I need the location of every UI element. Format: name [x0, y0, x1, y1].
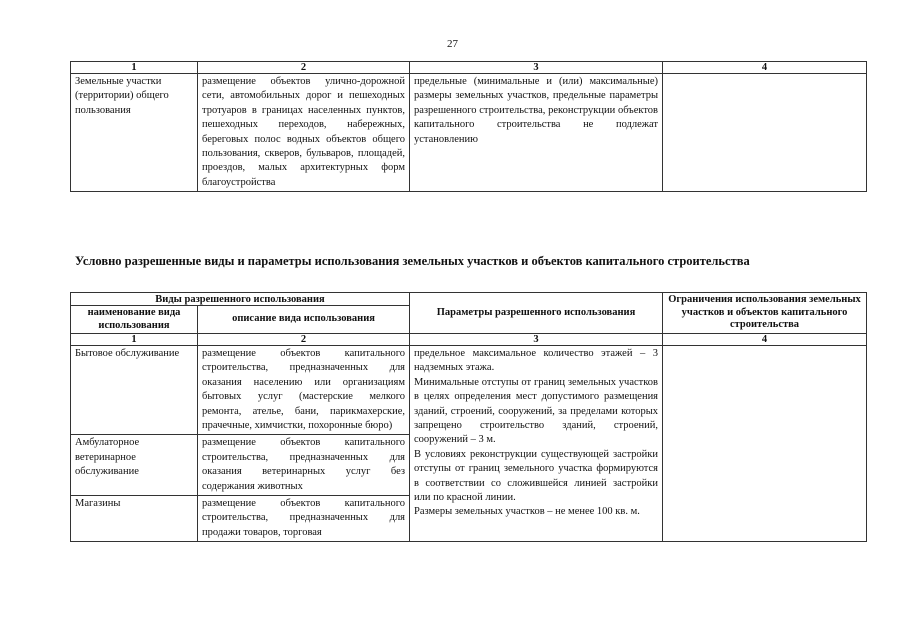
use-restrictions-cell — [663, 346, 867, 542]
column-number: 1 — [71, 334, 198, 346]
page-number: 27 — [447, 38, 458, 50]
use-types-group-header: Виды разрешенного использования — [71, 293, 410, 306]
use-name-cell: Бытовое обслуживание — [71, 346, 198, 435]
use-name-cell: Земельные участки (территории) общего пользования — [71, 74, 198, 192]
column-number: 4 — [663, 334, 867, 346]
use-description-cell: размещение объектов улично-дорожной сети, автомобильных дорог и пешеходных тротуаров в границах населенных пунктов, пешеходных переходов, набережных, береговых полос водных объектов общего пользования, скверов, бульваров, площадей, проездов, малых архитектурных форм благоустройства — [198, 74, 410, 192]
use-parameters-cell — [410, 346, 663, 542]
header-row — [71, 293, 867, 306]
column-number: 2 — [198, 334, 410, 346]
permitted-use-table-continuation — [70, 61, 867, 192]
use-description-header: описание вида использования — [198, 306, 410, 334]
use-description-cell: размещение объектов капитального строительства, предназначенных для оказания ветеринарных услуг без содержания животных — [198, 435, 410, 496]
conditional-use-table — [70, 292, 867, 542]
column-number: 3 — [410, 334, 663, 346]
use-name-cell: Амбулаторное ветеринарное обслуживание — [71, 435, 198, 496]
parameter-paragraph: В условиях реконструкции существующей застройки отступы от границ земельного участка формируются в соответствии со сложившейся линией застройки или по красной линии. — [414, 448, 659, 504]
column-number: 4 — [663, 62, 867, 74]
parameter-paragraph: Размеры земельных участков – не менее 100 кв. м. — [414, 506, 640, 518]
use-description-cell: размещение объектов капитального строительства, предназначенных для оказания населению или организациям бытовых услуг (мастерские мелкого ремонта, ателье, бани, парикмахерские, прачечные, химчистки, похоронные бюро) — [198, 346, 410, 435]
use-name-header: наименование вида использования — [71, 306, 198, 334]
table-row — [71, 346, 867, 435]
column-number-row — [71, 62, 867, 74]
use-name-cell: Магазины — [71, 496, 198, 542]
restrictions-header: Ограничения использования земельных участков и объектов капитального строительства — [663, 293, 867, 334]
column-number-row — [71, 334, 867, 346]
section-title: Условно разрешенные виды и параметры использования земельных участков и объектов капитального строительства — [75, 254, 750, 268]
use-restrictions-cell — [663, 74, 867, 192]
use-parameters-cell: предельные (минимальные и (или) максимальные) размеры земельных участков, предельные параметры разрешенного строительства, реконструкции объектов капитального строительства не подлежат установлению — [410, 74, 663, 192]
column-number: 3 — [410, 62, 663, 74]
column-number: 2 — [198, 62, 410, 74]
column-number: 1 — [71, 62, 198, 74]
parameter-paragraph: предельное максимальное количество этажей – 3 надземных этажа. — [414, 348, 659, 374]
parameters-header: Параметры разрешенного использования — [410, 293, 663, 334]
parameter-paragraph: Минимальные отступы от границ земельных участков в целях определения мест допустимого размещения зданий, строений, сооружений, за пределами которых запрещено строительство зданий, строений, сооружений – 3 м. — [414, 376, 659, 446]
table-row — [71, 74, 867, 192]
use-description-cell: размещение объектов капитального строительства, предназначенных для продажи товаров, торговая — [198, 496, 410, 542]
